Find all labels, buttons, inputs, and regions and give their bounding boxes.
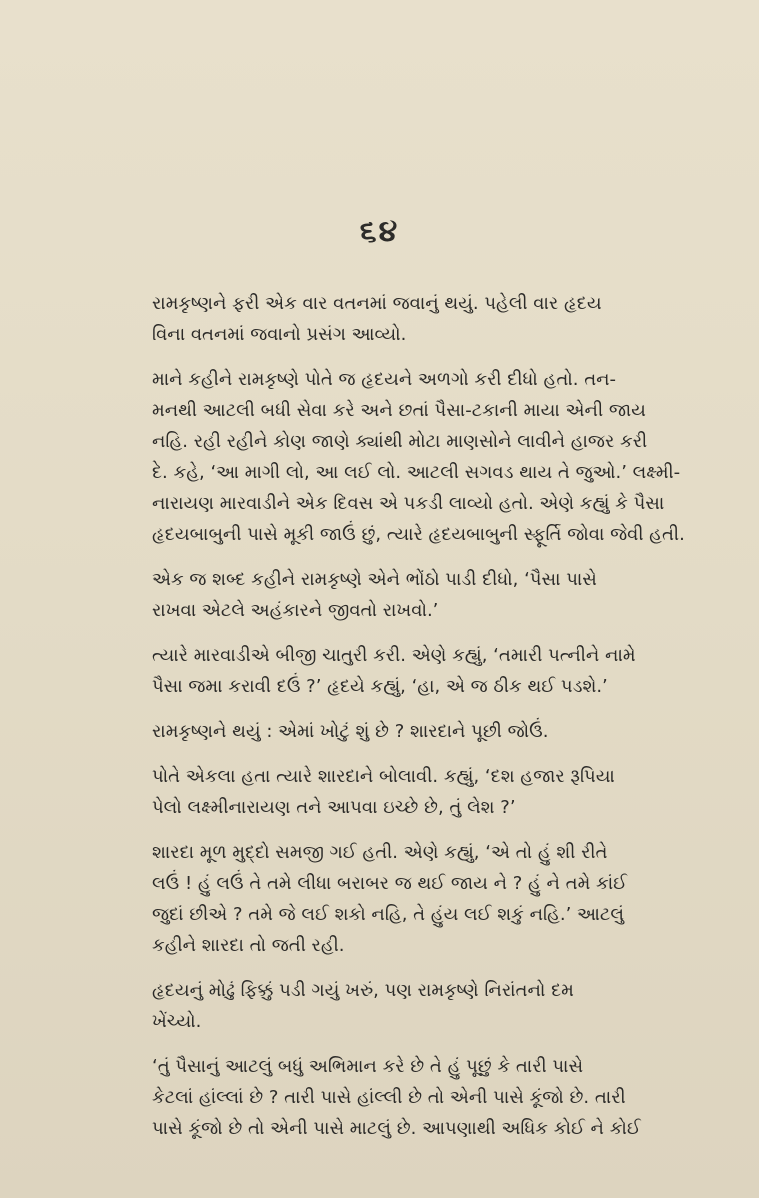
paragraph: [100, 564, 704, 626]
text-line: રામકૃષ્ણને થયું : એમાં ખોટું શું છે ? શારદાને પૂછી જોઉં.: [152, 721, 549, 742]
text-line: પોતે એકલા હતા ત્યારે શારદાને બોલાવી. કહ્યું, ‘દશ હજાર રૂપિયા: [152, 766, 615, 787]
text-line: હૃદયનું મોઢું ફિક્કું પડી ગયું ખરું, પણ રામકૃષ્ણે નિરાંતનો દમ: [152, 980, 574, 1001]
text-line: હૃદયબાબુની પાસે મૂકી જાઉં છું, ત્યારે હૃદયબાબુની સ્ફૂર્તિ જોવા જેવી હતી.: [152, 524, 685, 545]
text-line: નહિ. રહી રહીને કોણ જાણે ક્યાંથી મોટા માણસોને લાવીને હાજર કરી: [152, 431, 648, 452]
text-line: જુદાં છીએ ? તમે જે લઈ શકો નહિ, તે હુંય લઈ શકું નહિ.’ આટલું: [152, 904, 625, 925]
paragraph: [100, 716, 704, 747]
text-line: પેલો લક્ષ્મીનારાયણ તને આપવા ઇચ્છે છે, તું લેશ ?’: [152, 797, 516, 818]
text-line: એક જ શબ્દ કહીને રામકૃષ્ણે એને ભોંઠો પાડી દીધો, ‘પૈસા પાસે: [152, 569, 597, 590]
text-line: વિના વતનમાં જવાનો પ્રસંગ આવ્યો.: [152, 324, 407, 345]
text-line: નારાયણ મારવાડીને એક દિવસ એ પકડી લાવ્યો હતો. એણે કહ્યું કે પૈસા: [152, 493, 665, 514]
text-line: પાસે કૂંજો છે તો એની પાસે માટલું છે. આપણાથી અધિક કોઈ ને કોઈ: [152, 1118, 641, 1139]
text-line: લઉં ! હું લઉં તે તમે લીધા બરાબર જ થઈ જાય ને ? હું ને તમે કાંઈ: [152, 873, 628, 894]
text-line: માને કહીને રામકૃષ્ણે પોતે જ હૃદયને અળગો કરી દીધો હતો. તન-: [152, 369, 617, 390]
text-line: કહીને શારદા તો જતી રહી.: [152, 935, 345, 956]
text-line: મનથી આટલી બધી સેવા કરે અને છતાં પૈસા-ટકાની માયા એની જાય: [152, 400, 646, 421]
text-line: ‘તું પૈસાનું આટલું બધું અભિમાન કરે છે તે હું પૂછું કે તારી પાસે: [152, 1056, 584, 1077]
text-line: પૈસા જમા કરાવી દઉં ?’ હૃદયે કહ્યું, ‘હા, એ જ ઠીક થઈ પડશે.’: [152, 676, 608, 697]
chapter-number: ૬૪: [359, 214, 400, 249]
paragraph: [100, 288, 704, 350]
text-line: રાખવા એટલે અહંકારને જીવતો રાખવો.’: [152, 600, 439, 621]
body-text: [100, 288, 704, 1156]
paragraph: [100, 837, 704, 961]
text-line: ત્યારે મારવાડીએ બીજી ચાતુરી કરી. એણે કહ્યું, ‘તમારી પત્નીને નામે: [152, 645, 636, 666]
paragraph: [100, 640, 704, 702]
text-line: શારદા મૂળ મુદ્દો સમજી ગઈ હતી. એણે કહ્યું, ‘એ તો હું શી રીતે: [152, 842, 608, 863]
paragraph: [100, 975, 704, 1037]
paragraph: [100, 761, 704, 823]
paragraph: [100, 364, 704, 550]
text-line: કેટલાં હાંલ્લાં છે ? તારી પાસે હાંલ્લી છે તો એની પાસે કૂંજો છે. તારી: [152, 1087, 626, 1108]
paragraph: [100, 1051, 704, 1144]
text-line: દે. કહે, ‘આ માગી લો, આ લઈ લો. આટલી સગવડ થાય તે જુઓ.’ લક્ષ્મી-: [152, 462, 681, 483]
text-line: ખેંચ્યો.: [152, 1011, 202, 1032]
text-line: રામકૃષ્ણને ફરી એક વાર વતનમાં જવાનું થયું. પહેલી વાર હૃદય: [152, 293, 602, 314]
